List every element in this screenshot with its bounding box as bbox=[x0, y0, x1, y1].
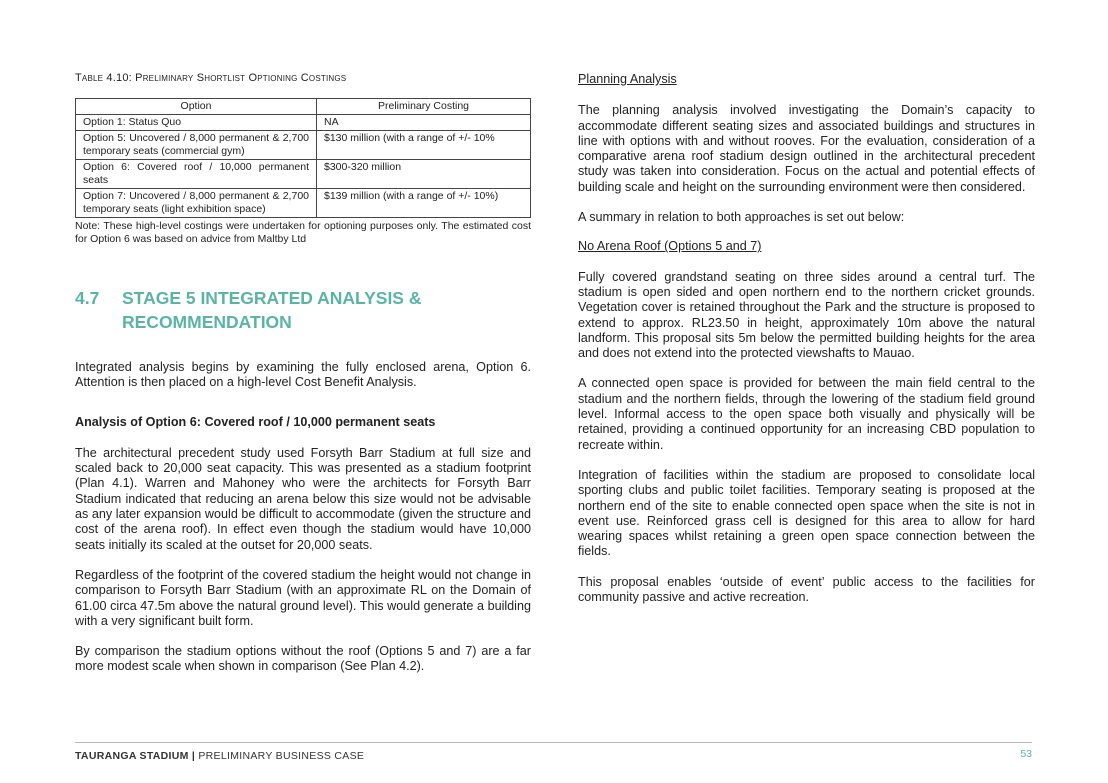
table-row bbox=[76, 131, 531, 160]
table-cell: $130 million (with a range of +/- 10% bbox=[317, 131, 531, 160]
section-number: 4.7 bbox=[75, 288, 100, 308]
footer bbox=[75, 750, 364, 762]
footer-divider bbox=[75, 742, 1032, 743]
right-column bbox=[578, 72, 1035, 605]
body-paragraph: Fully covered grandstand seating on three sides around a central turf. The stadium is open sided and open northern end to the northern cricket grounds. Vegetation cover is retained throughout the Park and the structure is proposed to extend to approx. RL23.50 in height, approximately 10m above the natural landform. This proposal sits 5m below the permitted building heights for the area and does not extend into the protected viewshafts to Mauao. bbox=[578, 269, 1035, 361]
footer-brand: TAURANGA STADIUM | bbox=[75, 750, 196, 762]
section-heading bbox=[75, 286, 531, 334]
body-paragraph: By comparison the stadium options without the roof (Options 5 and 7) are a far more modest scale when shown in comparison (See Plan 4.2). bbox=[75, 644, 531, 674]
column-header-costing: Preliminary Costing bbox=[317, 99, 531, 115]
table-cell: $300-320 million bbox=[317, 160, 531, 189]
body-paragraph: Integration of facilities within the stadium are proposed to consolidate local sporting clubs and public toilet facilities. Temporary seating is proposed at the northern end of the site to enable connected open space when the site is not in event use. Reinforced grass cell is designed for this area to allow for hard wearing spaces whilst retaining a green open space connection between the fields. bbox=[578, 467, 1035, 559]
table-note: Note: These high-level costings were undertaken for optioning purposes only. The estimated cost for Option 6 was based on advice from Maltby Ltd bbox=[75, 220, 531, 245]
page-number: 53 bbox=[1020, 748, 1032, 760]
body-paragraph: A connected open space is provided for between the main field central to the stadium and the northern fields, through the lowering of the stadium field ground level. Informal access to the open space both visually and physically will be retained, providing a continued opportunity for an increasing CBD population to recreate within. bbox=[578, 376, 1035, 452]
body-paragraph: A summary in relation to both approaches is set out below: bbox=[578, 210, 905, 225]
costings-table bbox=[75, 98, 531, 218]
body-paragraph: The planning analysis involved investigating the Domain’s capacity to accommodate different seating sizes and associated buildings and structures in line with options with and without rooves. For the evaluation, consideration of a comparative arena roof stadium design outlined in the architectural precedent study was taken into consideration. Focus on the actual and potential effects of building scale and height on the surrounding environment were then considered. bbox=[578, 103, 1035, 194]
table-row bbox=[76, 160, 531, 189]
table-cell: Option 6: Covered roof / 10,000 permanent seats bbox=[76, 160, 317, 189]
table-cell: $139 million (with a range of +/- 10%) bbox=[317, 189, 531, 218]
table-cell: Option 7: Uncovered / 8,000 permanent & 2,700 temporary seats (light exhibition space) bbox=[76, 189, 317, 218]
table-cell: NA bbox=[317, 115, 531, 131]
table-cell: Option 1: Status Quo bbox=[76, 115, 317, 131]
body-paragraph: Regardless of the footprint of the covered stadium the height would not change in comparison to Forsyth Barr Stadium (with an approximate RL on the Domain of 61.00 circa 47.5m above the natural ground level). This would generate a building with a very significant built form. bbox=[75, 567, 531, 628]
column-header-option: Option bbox=[76, 99, 317, 115]
table-cell: Option 5: Uncovered / 8,000 permanent & 2,700 temporary seats (commercial gym) bbox=[76, 131, 317, 160]
table-row bbox=[76, 189, 531, 218]
option6-subheading: Analysis of Option 6: Covered roof / 10,000 permanent seats bbox=[75, 414, 436, 429]
footer-doc-title: PRELIMINARY BUSINESS CASE bbox=[195, 750, 365, 762]
left-column bbox=[75, 72, 531, 675]
table-row bbox=[76, 115, 531, 131]
section-title: STAGE 5 INTEGRATED ANALYSIS & RECOMMENDATION bbox=[122, 288, 422, 332]
intro-paragraph: Integrated analysis begins by examining the fully enclosed arena, Option 6. Attention is then placed on a high-level Cost Benefit Analysis. bbox=[75, 360, 531, 390]
no-arena-roof-heading: No Arena Roof (Options 5 and 7) bbox=[578, 239, 762, 254]
table-header-row bbox=[76, 99, 531, 115]
body-paragraph: The architectural precedent study used Forsyth Barr Stadium at full size and scaled back to 20,000 seat capacity. This was presented as a stadium footprint (Plan 4.1). Warren and Mahoney who were the architects for Forsyth Barr Stadium indicated that reducing an arena below this size would not be advisable as any later expansion would be difficult to accommodate (given the structure and cost of the arena roof). In effect even though the stadium would have 10,000 seats initially its scaled at the outset for 20,000 seats. bbox=[75, 445, 531, 552]
planning-analysis-heading: Planning Analysis bbox=[578, 72, 677, 86]
body-paragraph: This proposal enables ‘outside of event’ public access to the facilities for community passive and active recreation. bbox=[578, 574, 1035, 605]
table-caption: Table 4.10: Preliminary Shortlist Optioning Costings bbox=[75, 72, 347, 84]
